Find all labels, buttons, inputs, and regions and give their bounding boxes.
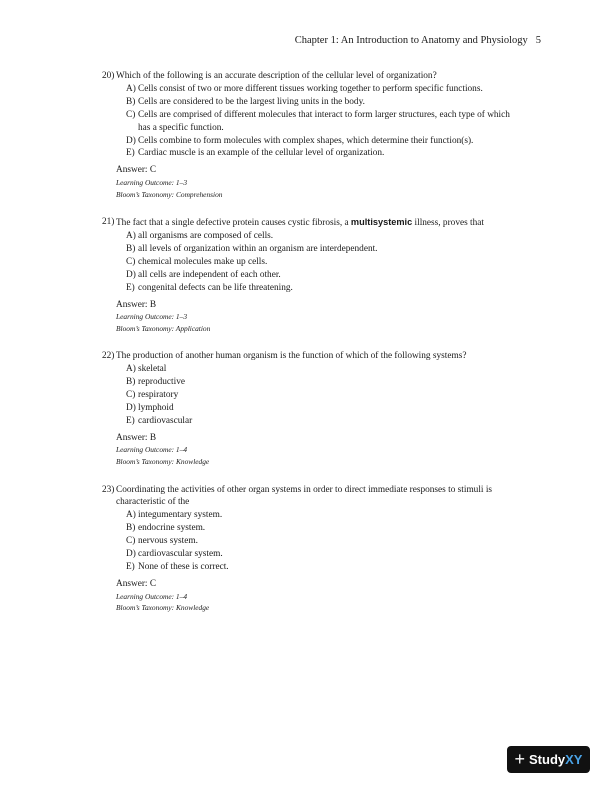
option-text: None of these is correct. (138, 562, 229, 572)
answer-key: Answer: B (116, 432, 157, 443)
option-text: congenital defects can be life threatening. (138, 282, 293, 293)
answer-option (126, 415, 512, 428)
answer-options (126, 230, 512, 295)
answer-option (126, 402, 512, 415)
learning-outcome: Learning Outcome: 1–3 (116, 177, 188, 187)
answer-option (126, 147, 512, 160)
question-block (102, 216, 512, 334)
question-stem (102, 350, 512, 363)
question-text-part: The fact that a single defective protein causes cystic fibrosis, a (116, 218, 351, 229)
question-list (102, 70, 512, 630)
answer-options (126, 363, 512, 428)
question-text-part: illness, proves that (412, 218, 484, 229)
question-stem (102, 484, 512, 510)
chapter-title: Chapter 1: An Introduction to Anatomy and Physiology (294, 35, 528, 46)
question-block (102, 350, 512, 467)
question-block (102, 484, 512, 614)
option-text: skeletal (138, 364, 167, 375)
page-header (295, 35, 541, 46)
option-letter: E) (126, 148, 135, 159)
answer-option (126, 96, 512, 109)
question-number: 21) (102, 217, 115, 228)
brand-main: Study (529, 752, 566, 767)
option-text: Cardiac muscle is an example of the cellular level of organization. (138, 148, 385, 159)
option-text: nervous system. (138, 536, 198, 547)
blooms-taxonomy: Bloom’s Taxonomy: Application (116, 323, 211, 333)
option-letter: B) (126, 523, 136, 534)
answer-option (126, 548, 512, 561)
question-text-part: Coordinating the activities of other organ systems in order to direct immediate responses to stimuli is characteristic of the (116, 484, 493, 508)
answer-options (126, 509, 512, 574)
option-letter: B) (126, 243, 136, 254)
option-text: chemical molecules make up cells. (138, 256, 268, 267)
option-text: cardiovascular system. (138, 549, 223, 560)
answer-option (126, 109, 512, 135)
question-block (102, 70, 512, 200)
option-text: endocrine system. (138, 523, 206, 534)
option-text: Cells are considered to be the largest living units in the body. (138, 96, 365, 107)
option-text: lymphoid (138, 402, 174, 413)
option-letter: D) (126, 549, 136, 560)
answer-options (126, 83, 512, 160)
option-text: integumentary system. (138, 510, 223, 521)
question-stem (102, 70, 512, 83)
option-letter: D) (126, 269, 136, 280)
answer-option (126, 230, 512, 243)
answer-option (126, 135, 512, 148)
answer-option (126, 269, 512, 282)
question-emphasis: multisystemic (350, 217, 413, 228)
answer-option (126, 522, 512, 535)
blooms-taxonomy: Bloom’s Taxonomy: Knowledge (116, 603, 210, 613)
option-letter: C) (126, 536, 136, 547)
option-letter: C) (126, 109, 136, 120)
question-text (116, 71, 437, 81)
answer-option (126, 535, 512, 548)
question-text-part: Which of the following is an accurate description of the cellular level of organization? (116, 71, 437, 81)
question-text-part: The production of another human organism is the function of which of the following systems? (116, 351, 467, 362)
option-letter: A) (126, 364, 136, 375)
option-text: all levels of organization within an organism are interdependent. (138, 243, 378, 254)
answer-option (126, 243, 512, 256)
answer-option (126, 389, 512, 402)
question-stem (102, 216, 512, 230)
answer-key: Answer: C (116, 578, 157, 589)
question-number: 20) (102, 71, 115, 81)
option-letter: B) (126, 96, 136, 107)
option-text: Cells combine to form molecules with complex shapes, which determine their function(s). (138, 135, 474, 146)
answer-option (126, 83, 512, 96)
blooms-taxonomy: Bloom’s Taxonomy: Knowledge (116, 456, 210, 466)
question-number: 23) (102, 484, 115, 495)
answer-option (126, 363, 512, 376)
option-letter: B) (126, 377, 136, 388)
option-letter: A) (126, 510, 136, 521)
page-number: 5 (535, 35, 541, 46)
option-text: reproductive (138, 377, 185, 388)
option-letter: D) (126, 402, 136, 413)
answer-option (126, 282, 512, 295)
option-letter: E) (126, 562, 135, 572)
question-text (116, 485, 492, 508)
question-text (116, 218, 484, 228)
plus-icon: + (514, 748, 526, 769)
learning-outcome: Learning Outcome: 1–4 (116, 591, 188, 601)
studyxy-badge[interactable] (507, 746, 590, 773)
option-text: Cells are comprised of different molecules that interact to form larger structures, each type of which has a specific function. (138, 109, 510, 133)
answer-option (126, 561, 512, 574)
option-letter: E) (126, 415, 135, 426)
option-text: Cells consist of two or more different tissues working together to perform specific functions. (138, 83, 483, 94)
blooms-taxonomy: Bloom’s Taxonomy: Comprehension (116, 189, 223, 199)
option-text: all organisms are composed of cells. (138, 231, 274, 242)
question-number: 22) (102, 351, 115, 362)
answer-option (126, 376, 512, 389)
answer-option (126, 509, 512, 522)
option-text: cardiovascular (138, 415, 193, 426)
answer-key: Answer: B (116, 299, 157, 310)
brand-accent: XY (565, 752, 583, 767)
option-letter: C) (126, 256, 136, 267)
option-letter: E) (126, 282, 135, 293)
learning-outcome: Learning Outcome: 1–3 (116, 312, 188, 322)
question-text (116, 351, 466, 361)
option-letter: D) (126, 135, 136, 146)
option-letter: A) (126, 231, 136, 242)
answer-key: Answer: C (116, 165, 157, 176)
answer-option (126, 256, 512, 269)
learning-outcome: Learning Outcome: 1–4 (116, 445, 188, 455)
option-text: all cells are independent of each other. (138, 269, 281, 280)
option-letter: C) (126, 390, 136, 401)
option-letter: A) (126, 83, 136, 94)
option-text: respiratory (138, 390, 179, 401)
